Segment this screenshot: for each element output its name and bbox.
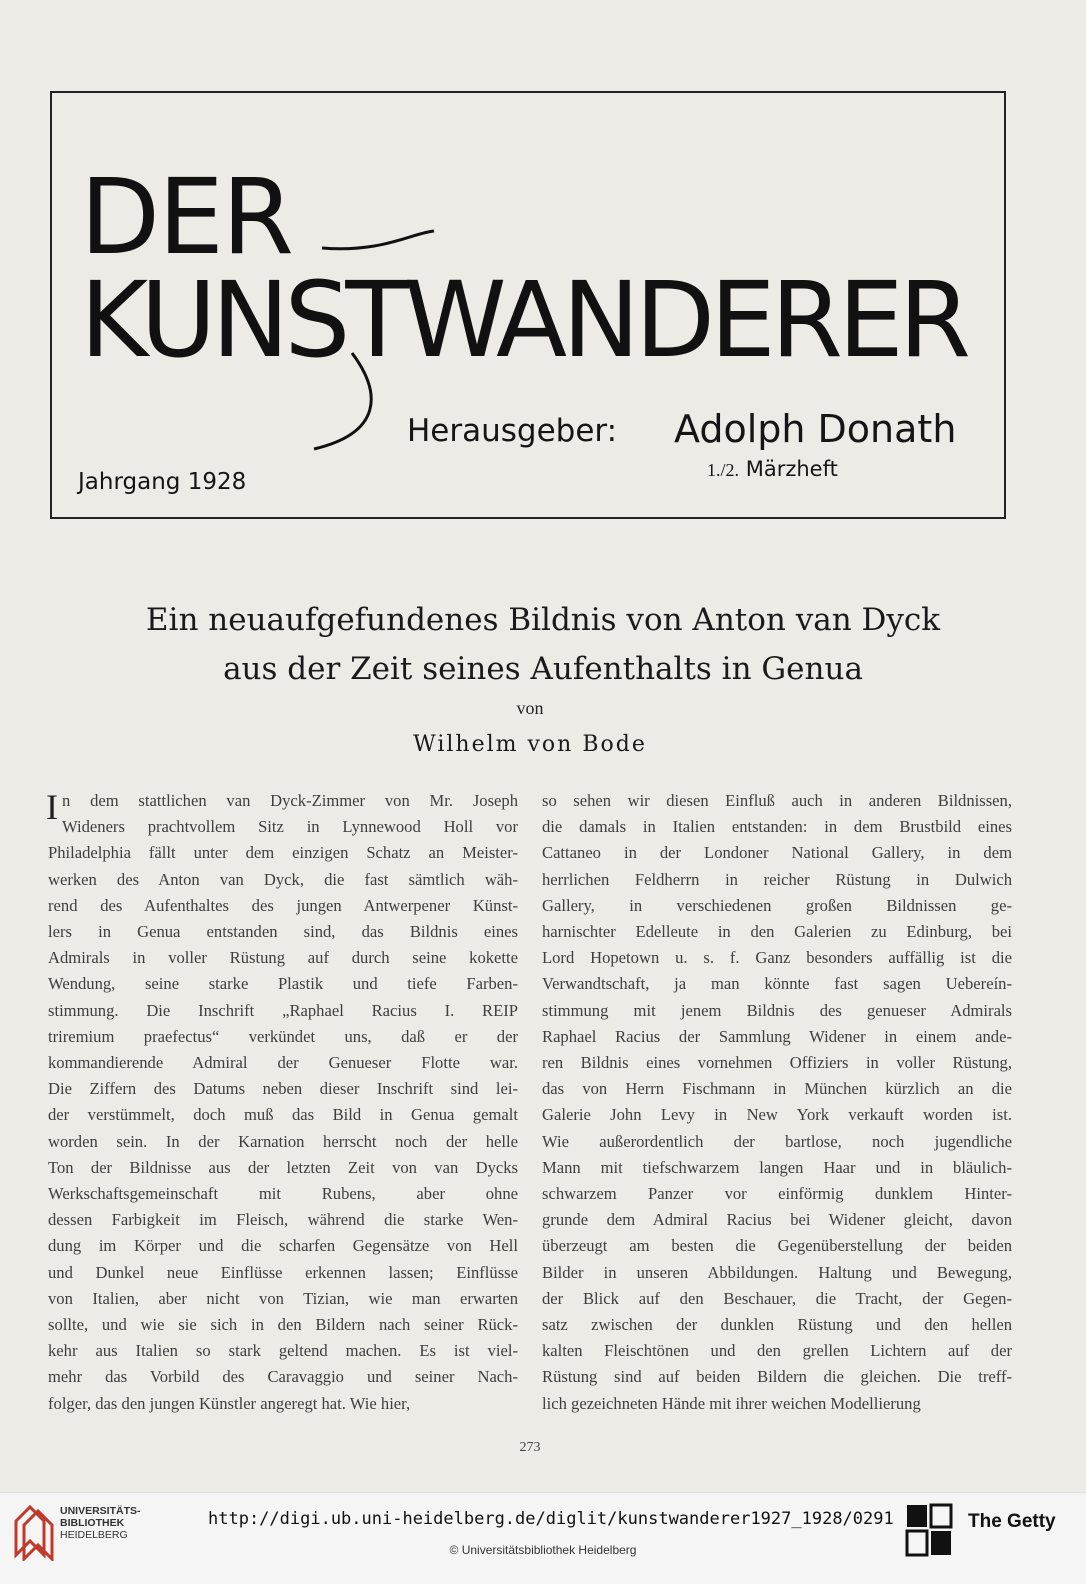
text-line: Admirals in voller Rüstung auf durch seine kokette xyxy=(48,948,518,968)
article-title-line-1: Ein neuaufgefundenes Bildnis von Anton van Dyck xyxy=(145,602,941,638)
text-line: sollte, und wie sie sich in den Bildern nach seiner Rück- xyxy=(48,1315,518,1335)
article-column-left xyxy=(48,788,518,1417)
getty-label: The Getty xyxy=(968,1511,1056,1532)
copyright-notice: © Universitätsbibliothek Heidelberg xyxy=(449,1543,637,1557)
text-line: Wendung, seine starke Plastik und tiefe Farben- xyxy=(48,974,518,994)
masthead-frame xyxy=(50,91,1006,519)
text-line: Die Ziffern des Datums neben dieser Inschrift sind lei- xyxy=(48,1079,518,1099)
page-number: 273 xyxy=(519,1440,541,1455)
text-line: lers in Genua entstanden sind, das Bildnis eines xyxy=(48,922,518,942)
text-line: Werkschaftsgemeinschaft mit Rubens, aber ohne xyxy=(48,1184,518,1204)
footer-bar xyxy=(0,1492,1086,1584)
text-line: dung im Körper und die scharfen Gegensätze von Hell xyxy=(48,1236,518,1256)
text-line: rend des Aufenthaltes des jungen Antwerpener Künst- xyxy=(48,895,518,915)
text-line: n dem stattlichen van Dyck-Zimmer von Mr. Joseph xyxy=(62,791,518,810)
text-line: Rüstung sind auf beiden Bildern die gleichen. Die treff- xyxy=(542,1367,1012,1387)
permalink-url[interactable]: http://digi.ub.uni-heidelberg.de/diglit/kunstwanderer1927_1928/0291 xyxy=(208,1509,894,1529)
text-line: Gallery, in verschiedenen großen Bildnissen ge- xyxy=(542,895,1012,915)
text-line: kalten Fleischtönen und den grellen Lichtern auf der xyxy=(542,1341,1012,1361)
issue-month: Märzheft xyxy=(745,457,838,481)
text-line: satz zwischen der dunklen Rüstung und den hellen xyxy=(542,1315,1012,1335)
text-line: der verstümmelt, doch muß das Bild in Genua gemalt xyxy=(48,1105,518,1125)
text-line: schwarzem Panzer vor einförmig dunklem Hinter- xyxy=(542,1184,1012,1204)
editor-name: Adolph Donath xyxy=(674,407,957,451)
volume-year: Jahrgang 1928 xyxy=(78,469,247,495)
text-line: harnischter Edelleute in den Galerien zu Edinburg, bei xyxy=(542,922,1012,942)
text-line: herrlichen Feldherrn in reicher Rüstung in Dulwich xyxy=(542,869,1012,889)
text-line: stimmung mit jenem Bildnis des genueser Admirals xyxy=(542,1000,1012,1020)
text-line: stimmung. Die Inschrift „Raphael Racius I. REIP xyxy=(48,1000,518,1020)
text-line: kehr aus Italien so stark geltend machen. Es ist viel- xyxy=(48,1341,518,1361)
text-line: die damals in Italien entstanden: in dem Brustbild eines xyxy=(542,817,1012,837)
text-line: Lord Hopetown u. s. f. Ganz besonders auffällig ist die xyxy=(542,948,1012,968)
text-line: so sehen wir diesen Einfluß auch in anderen Bildnissen, xyxy=(542,791,1012,810)
text-line: Philadelphia fällt unter dem einzigen Schatz an Meister- xyxy=(48,843,518,863)
library-name-line-3: HEIDELBERG xyxy=(60,1529,128,1541)
text-line: werken des Anton van Dyck, die fast sämtlich wäh- xyxy=(48,869,518,889)
text-line: dessen Farbigkeit im Fleisch, während die starke Wen- xyxy=(48,1210,518,1230)
masthead-title-kunstwanderer: KUNSTWANDERER xyxy=(80,259,966,381)
text-line: und Dunkel neue Einflüsse erkennen lassen; Einflüsse xyxy=(48,1262,518,1282)
text-line: Wie außerordentlich der bartlose, noch jugendliche xyxy=(542,1131,1012,1151)
library-name-line-2: BIBLIOTHEK xyxy=(60,1517,125,1529)
library-name-line-1: UNIVERSITÄTS- xyxy=(60,1505,141,1517)
editor-label: Herausgeber: xyxy=(407,413,618,449)
text-line: Galerie John Levy in New York verkauft worden ist. xyxy=(542,1105,1012,1125)
text-line: grunde dem Admiral Racius bei Widener gleicht, davon xyxy=(542,1210,1012,1230)
dropcap: I xyxy=(46,787,58,827)
text-line: das von Herrn Fischmann in München kürzlich an die xyxy=(542,1079,1012,1099)
byline-author: Wilhelm von Bode xyxy=(413,732,647,757)
article-title-line-2: aus der Zeit seines Aufenthalts in Genua xyxy=(223,651,863,687)
text-line: Ton der Bildnisse aus der letzten Zeit von van Dycks xyxy=(48,1157,518,1177)
issue-number: 1./2. xyxy=(707,460,740,480)
text-line: Bilder in unseren Abbildungen. Haltung und Bewegung, xyxy=(542,1262,1012,1282)
getty-logo-icon xyxy=(905,1503,953,1559)
byline-von: von xyxy=(516,698,544,718)
text-line: von Italien, aber nicht von Tizian, wie man erwarten xyxy=(48,1288,518,1308)
text-line: ren Bildnis eines vornehmen Offiziers in voller Rüstung, xyxy=(542,1053,1012,1073)
text-line: worden sein. In der Karnation herrscht noch der helle xyxy=(48,1131,518,1151)
text-line: Verwandtschaft, ja man könnte fast sagen Uebereín- xyxy=(542,974,1012,994)
text-line: lich gezeichneten Hände mit ihrer weichen Modellierung xyxy=(542,1393,921,1413)
article-column-right xyxy=(542,788,1012,1417)
text-line: Raphael Racius der Sammlung Widener in einem ande- xyxy=(542,1026,1012,1046)
text-line: überzeugt am besten die Gegenüberstellung der beiden xyxy=(542,1236,1012,1256)
masthead-title-der: DER xyxy=(80,156,293,278)
text-line: triremium praefectus“ verkündet uns, daß er der xyxy=(48,1026,518,1046)
text-line: kommandierende Admiral der Genueser Flotte war. xyxy=(48,1053,518,1073)
text-line: folger, das den jungen Künstler angeregt hat. Wie hier, xyxy=(48,1393,411,1413)
text-line: Cattaneo in der Londoner National Gallery, in dem xyxy=(542,843,1012,863)
text-line: der Blick auf den Beschauer, die Tracht, der Gegen- xyxy=(542,1288,1012,1308)
issue-label xyxy=(707,457,838,481)
text-line: Mann mit tiefschwarzem langen Haar und in bläulich- xyxy=(542,1157,1012,1177)
library-name xyxy=(60,1505,141,1541)
text-line: Wideners prachtvollem Sitz in Lynnewood Holl vor xyxy=(62,817,518,837)
text-line: mehr das Vorbild des Caravaggio und seiner Nach- xyxy=(48,1367,518,1387)
